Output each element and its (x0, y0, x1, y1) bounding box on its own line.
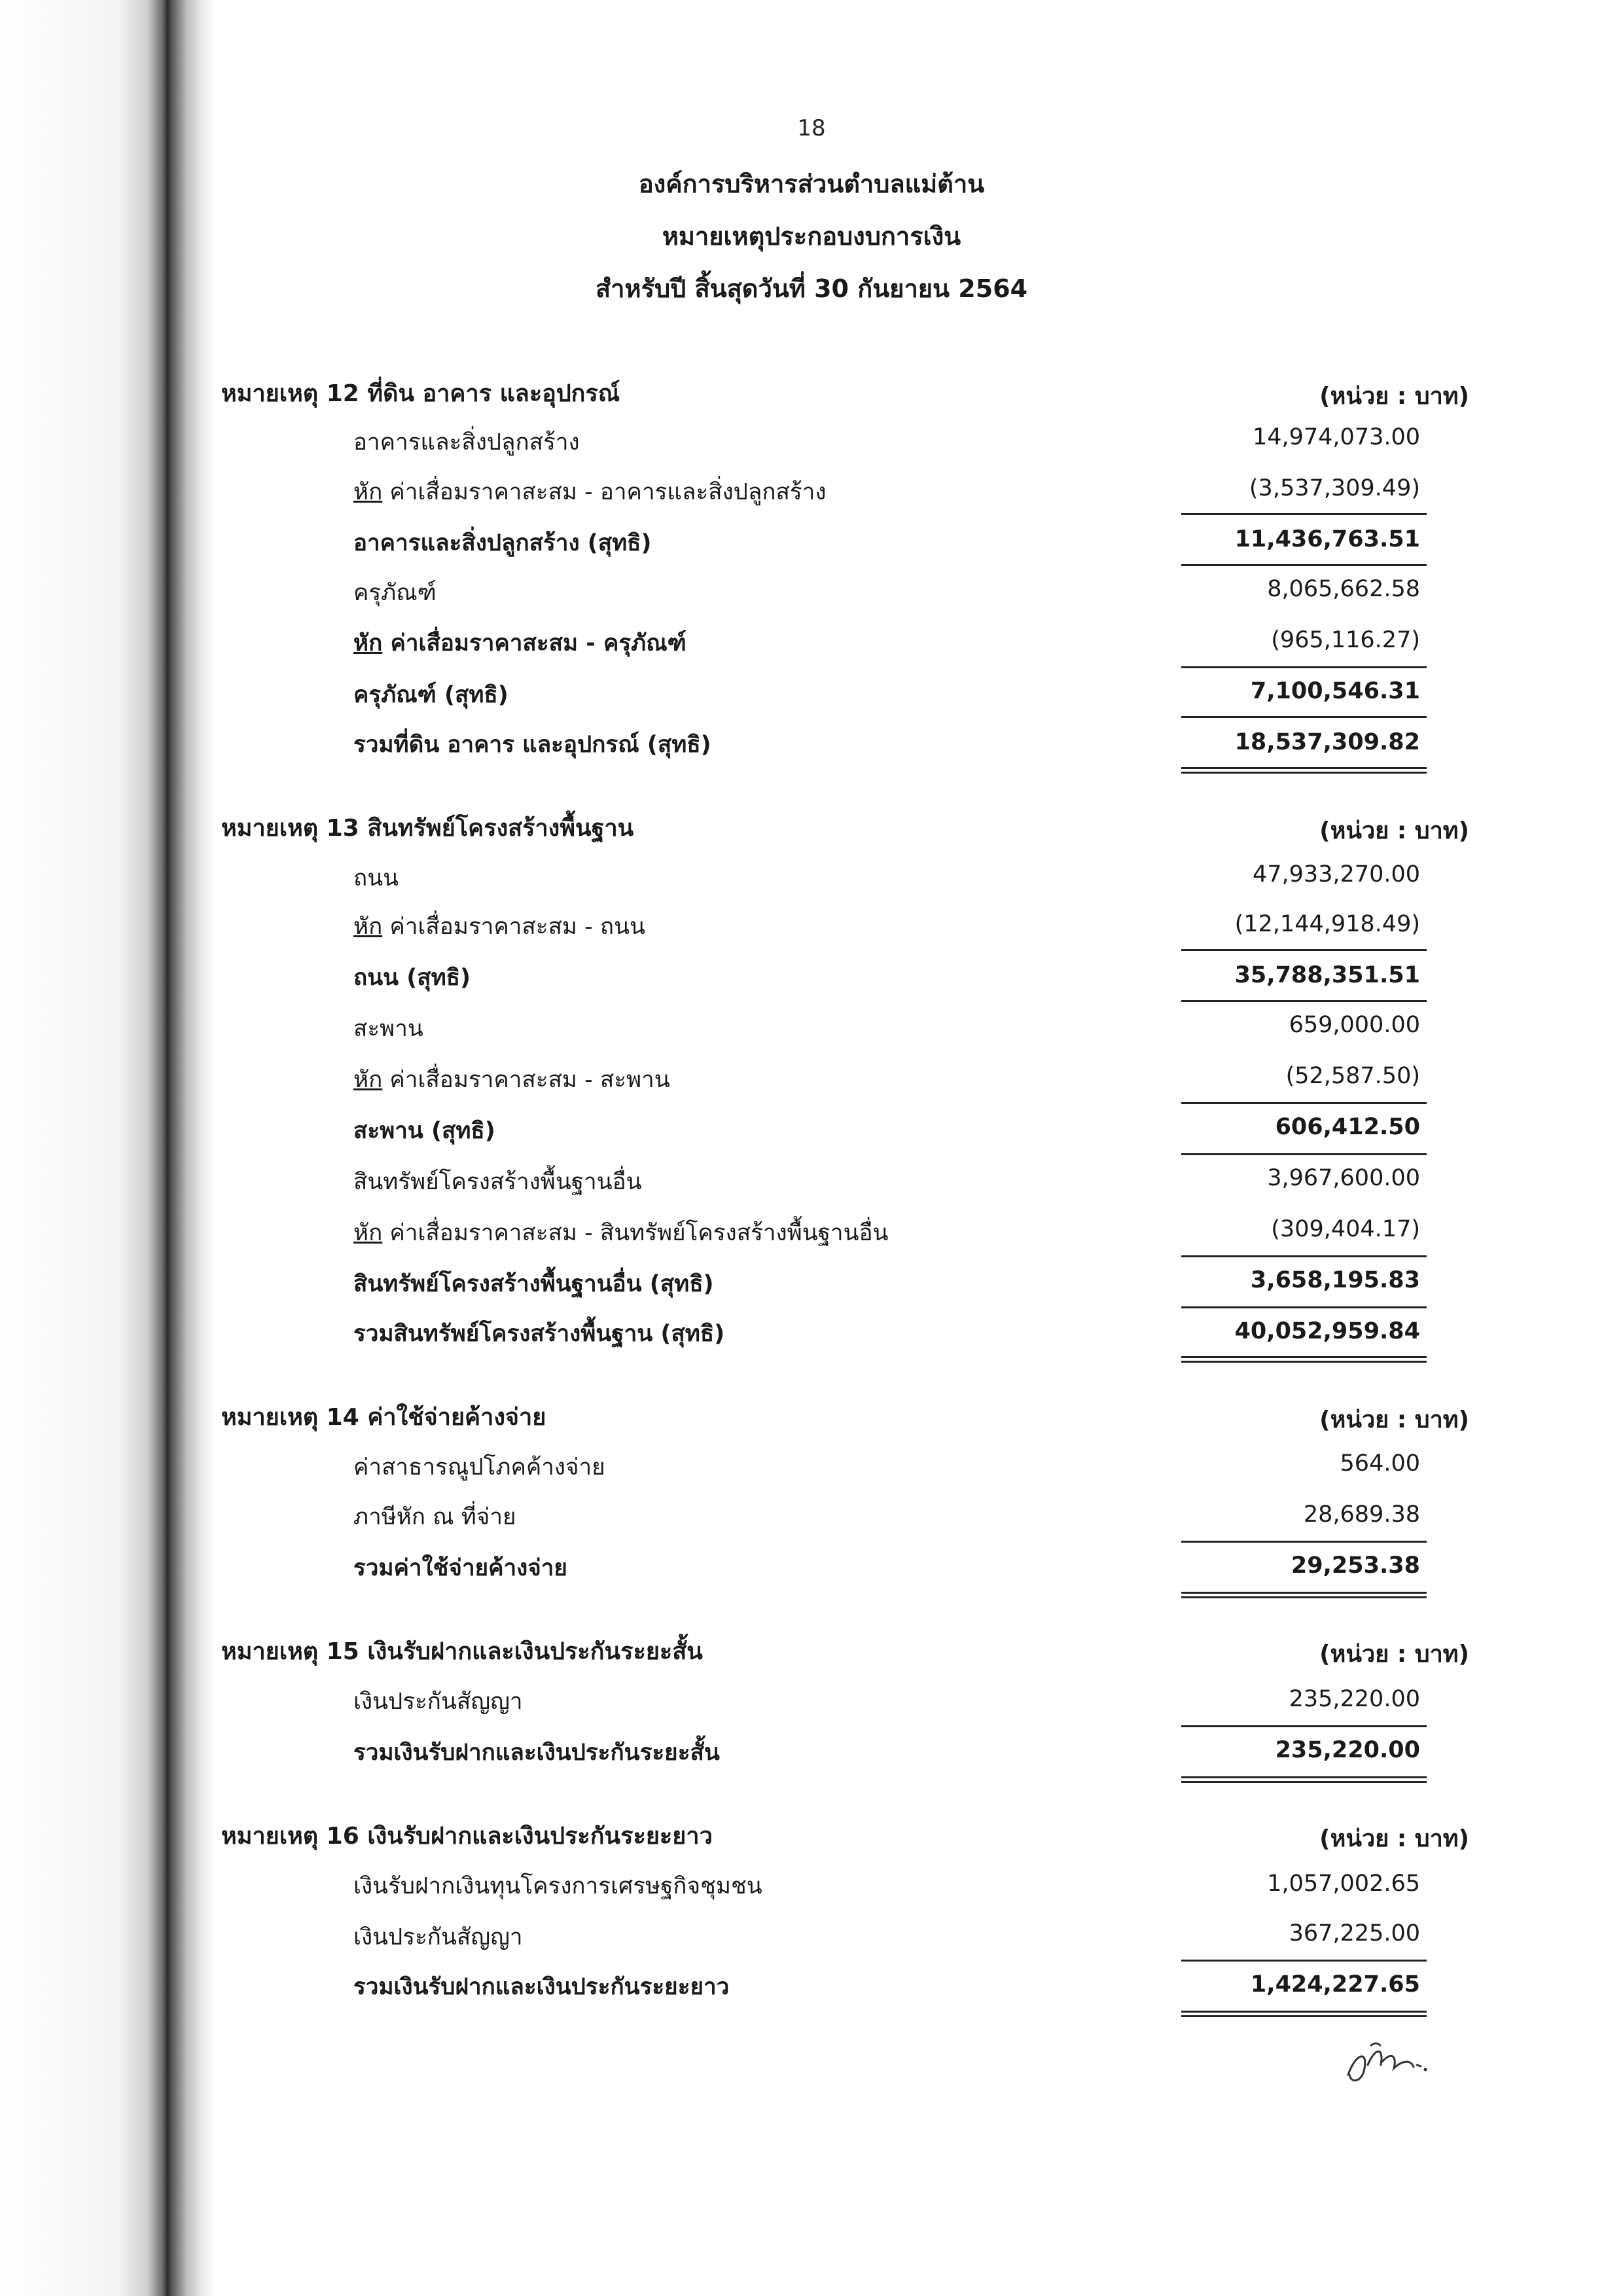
row-value: 28,689.38 (1303, 1501, 1420, 1528)
total-double-line (1181, 767, 1427, 774)
row-value: 7,100,546.31 (1250, 678, 1420, 704)
signature-initials (1335, 2029, 1440, 2094)
row-value: 14,974,073.00 (1252, 424, 1420, 450)
subtotal-line (1181, 1541, 1427, 1543)
row-value: (12,144,918.49) (1234, 911, 1420, 937)
row-value: 1,057,002.65 (1267, 1871, 1420, 1897)
row-value: (52,587.50) (1285, 1063, 1420, 1089)
unit-label: (หน่วย : บาท) (1319, 383, 1469, 410)
row-label: รวมเงินรับฝากและเงินประกันระยะยาว (353, 1974, 730, 2000)
row-value: (309,404.17) (1271, 1216, 1420, 1242)
row-label: ภาษีหัก ณ ที่จ่าย (353, 1504, 516, 1530)
row-label: ถนน (สุทธิ) (353, 965, 471, 991)
row-label: เงินประกันสัญญา (353, 1924, 523, 1950)
row-label: หัก ค่าเสื่อมราคาสะสม - อาคารและสิ่งปลูกสร้าง (353, 479, 827, 505)
row-value: 8,065,662.58 (1267, 576, 1420, 602)
reporting-period: สำหรับปี สิ้นสุดวันที่ 30 กันยายน 2564 (595, 274, 1028, 303)
row-label: เงินรับฝากเงินทุนโครงการเศรษฐกิจชุมชน (353, 1873, 762, 1899)
row-label: ถนน (353, 865, 399, 891)
row-label: อาคารและสิ่งปลูกสร้าง (สุทธิ) (353, 530, 652, 556)
subtotal-line (1181, 949, 1427, 951)
subtotal-line (1181, 564, 1427, 566)
unit-label: (หน่วย : บาท) (1319, 1641, 1469, 1668)
row-label: สินทรัพย์โครงสร้างพื้นฐานอื่น (353, 1169, 642, 1195)
row-value: (3,537,309.49) (1249, 475, 1420, 501)
row-value: 235,220.00 (1275, 1737, 1420, 1763)
row-label: ครุภัณฑ์ (สุทธิ) (353, 682, 508, 708)
row-label: เงินประกันสัญญา (353, 1689, 523, 1715)
scan-shadow (0, 0, 216, 2296)
unit-label: (หน่วย : บาท) (1319, 817, 1469, 844)
subtotal-line (1181, 1153, 1427, 1155)
row-label: รวมสินทรัพย์โครงสร้างพื้นฐาน (สุทธิ) (353, 1321, 725, 1347)
row-value: 29,253.38 (1291, 1552, 1420, 1579)
row-value: 235,220.00 (1289, 1686, 1420, 1712)
row-label: หัก ค่าเสื่อมราคาสะสม - ถนน (353, 914, 645, 940)
row-label: หัก ค่าเสื่อมราคาสะสม - ครุภัณฑ์ (353, 630, 687, 656)
subtotal-line (1181, 1000, 1427, 1002)
less-prefix: หัก (353, 479, 383, 505)
subtotal-line (1181, 716, 1427, 718)
subtotal-line (1181, 1255, 1427, 1257)
note-16-title: หมายเหตุ 16 เงินรับฝากและเงินประกันระยะยาว (221, 1823, 713, 1850)
row-label: หัก ค่าเสื่อมราคาสะสม - สินทรัพย์โครงสร้างพื้นฐานอื่น (353, 1220, 889, 1246)
row-label: ค่าสาธารณูปโภคค้างจ่าย (353, 1454, 605, 1480)
row-label: สะพาน (สุทธิ) (353, 1118, 495, 1144)
row-value: 18,537,309.82 (1234, 729, 1420, 755)
document-title: หมายเหตุประกอบงบการเงิน (662, 222, 961, 251)
subtotal-line (1181, 513, 1427, 515)
row-value: 35,788,351.51 (1234, 962, 1420, 988)
row-label: สะพาน (353, 1016, 423, 1042)
note-15-title: หมายเหตุ 15 เงินรับฝากและเงินประกันระยะสั้น (221, 1638, 703, 1665)
row-value: 40,052,959.84 (1234, 1318, 1420, 1344)
row-value: 3,967,600.00 (1267, 1165, 1420, 1191)
subtotal-line (1181, 1306, 1427, 1308)
row-label: อาคารและสิ่งปลูกสร้าง (353, 429, 580, 456)
row-value: 1,424,227.65 (1250, 1971, 1420, 1998)
page-number: 18 (797, 115, 826, 141)
row-label: รวมเงินรับฝากและเงินประกันระยะสั้น (353, 1740, 720, 1766)
total-double-line (1181, 1592, 1427, 1598)
subtotal-line (1181, 1725, 1427, 1727)
row-label: ครุภัณฑ์ (353, 580, 437, 606)
unit-label: (หน่วย : บาท) (1319, 1825, 1469, 1852)
subtotal-line (1181, 666, 1427, 668)
row-label: รวมที่ดิน อาคาร และอุปกรณ์ (สุทธิ) (353, 732, 711, 758)
total-double-line (1181, 1776, 1427, 1783)
row-value: 367,225.00 (1289, 1920, 1420, 1946)
note-12-title: หมายเหตุ 12 ที่ดิน อาคาร และอุปกรณ์ (221, 380, 620, 407)
row-label: หัก ค่าเสื่อมราคาสะสม - สะพาน (353, 1067, 670, 1093)
unit-label: (หน่วย : บาท) (1319, 1407, 1469, 1433)
total-double-line (1181, 2011, 1427, 2017)
subtotal-line (1181, 1102, 1427, 1104)
row-label: สินทรัพย์โครงสร้างพื้นฐานอื่น (สุทธิ) (353, 1271, 714, 1297)
organization-name: องค์การบริหารส่วนตำบลแม่ต้าน (638, 170, 985, 198)
row-value: 11,436,763.51 (1234, 526, 1420, 552)
row-value: 47,933,270.00 (1252, 861, 1420, 888)
note-13-title: หมายเหตุ 13 สินทรัพย์โครงสร้างพื้นฐาน (221, 815, 634, 842)
note-14-title: หมายเหตุ 14 ค่าใช้จ่ายค้างจ่าย (221, 1404, 546, 1431)
row-value: 606,412.50 (1275, 1114, 1420, 1140)
row-value: 564.00 (1340, 1450, 1420, 1477)
row-value: 659,000.00 (1289, 1012, 1420, 1038)
total-double-line (1181, 1356, 1427, 1363)
row-value: (965,116.27) (1271, 627, 1420, 653)
row-label: รวมค่าใช้จ่ายค้างจ่าย (353, 1555, 567, 1581)
subtotal-line (1181, 1960, 1427, 1962)
row-value: 3,658,195.83 (1250, 1267, 1420, 1293)
